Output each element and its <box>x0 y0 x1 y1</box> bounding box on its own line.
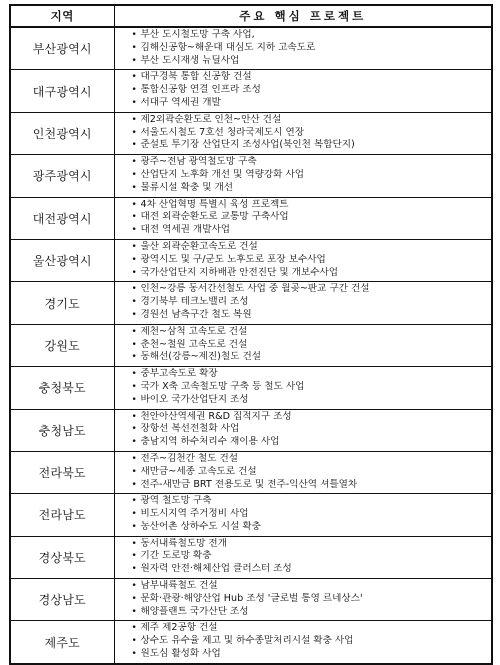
project-item: • 원도심 활성화 사업 <box>132 648 492 661</box>
project-item: • 원자력 안전·해체산업 클러스터 조성 <box>132 563 492 576</box>
project-item: • 새만금~세종 고속도로 건설 <box>132 466 492 479</box>
project-item: • 장항선 복선전철화 사업 <box>132 423 492 436</box>
table-row <box>10 197 492 239</box>
project-item: • 인천~강릉 동서간선철도 사업 중 월곶~판교 구간 건설 <box>132 283 492 296</box>
project-list <box>115 326 492 364</box>
projects-cell <box>114 239 492 281</box>
project-item: • 제천~삼척 고속도로 건설 <box>132 326 492 339</box>
region-cell: 제주도 <box>10 621 114 664</box>
projects-cell <box>114 451 492 493</box>
project-item: • 대전 역세권 개발사업 <box>132 224 492 237</box>
projects-cell <box>114 197 492 239</box>
projects-cell <box>114 155 492 197</box>
region-cell: 경상북도 <box>10 536 114 578</box>
project-item: • 제주 제2공항 건설 <box>132 622 492 635</box>
table-row <box>10 282 492 324</box>
project-list <box>115 453 492 491</box>
projects-cell <box>114 621 492 664</box>
table-row <box>10 112 492 154</box>
project-item: • 물류시설 확충 및 개선 <box>132 182 492 195</box>
table-row <box>10 621 492 664</box>
project-item: • 4차 산업혁명 특별시 육성 프로젝트 <box>132 199 492 212</box>
project-item: • 통합신공항 연결 인프라 조성 <box>132 84 492 97</box>
projects-cell <box>114 367 492 409</box>
region-cell: 울산광역시 <box>10 239 114 281</box>
project-item: • 김해신공항~해운대 대심도 지하 고속도로 <box>132 42 492 55</box>
project-list <box>115 71 492 109</box>
projects-cell <box>114 536 492 578</box>
region-cell: 대전광역시 <box>10 197 114 239</box>
region-cell: 부산광역시 <box>10 27 114 70</box>
project-item: • 비도시지역 주거정비 사업 <box>132 508 492 521</box>
table-header-row <box>10 5 492 27</box>
projects-cell <box>114 494 492 536</box>
project-list <box>115 29 492 67</box>
region-cell: 인천광역시 <box>10 112 114 154</box>
project-item: • 국가 X축 고속철도망 구축 등 철도 사업 <box>132 381 492 394</box>
project-item: • 부산 도시재생 뉴딜사업 <box>132 55 492 68</box>
project-item: • 동해선(강릉~제진)철도 건설 <box>132 351 492 364</box>
project-list <box>115 114 492 152</box>
project-item: • 서대구 역세권 개발 <box>132 97 492 110</box>
project-item: • 국가산업단지 지하배관 안전진단 및 개보수사업 <box>132 267 492 280</box>
header-projects: 주요 핵심 프로젝트 <box>114 5 492 27</box>
table-row <box>10 367 492 409</box>
project-item: • 춘천~철원 고속도로 건설 <box>132 339 492 352</box>
projects-cell <box>114 282 492 324</box>
project-item: • 동서내륙철도망 전개 <box>132 538 492 551</box>
regional-projects-table <box>9 4 493 665</box>
region-cell: 광주광역시 <box>10 155 114 197</box>
table-row <box>10 155 492 197</box>
region-cell: 전라북도 <box>10 451 114 493</box>
project-item: • 광역시도 및 구/군도 노후도로 포장 보수사업 <box>132 254 492 267</box>
region-cell: 강원도 <box>10 324 114 366</box>
table-row <box>10 27 492 70</box>
project-item: • 준설토 투기장 산업단지 조성사업(북인천 복합단지) <box>132 139 492 152</box>
project-item: • 경기북부 테크노밸리 조성 <box>132 296 492 309</box>
region-cell: 충청남도 <box>10 409 114 451</box>
projects-cell <box>114 112 492 154</box>
projects-cell <box>114 409 492 451</box>
project-item: • 기간 도로망 확충 <box>132 550 492 563</box>
project-item: • 문화·관광·해양산업 Hub 조성 '글로벌 통영 르네상스' <box>132 593 492 606</box>
region-cell: 대구광역시 <box>10 70 114 112</box>
table-row <box>10 70 492 112</box>
project-list <box>115 283 492 321</box>
table-row <box>10 239 492 281</box>
project-item: • 농산어촌 상하수도 시설 확충 <box>132 521 492 534</box>
project-item: • 경원선 남측구간 철도 복원 <box>132 309 492 322</box>
project-item: • 광역 철도망 구축 <box>132 495 492 508</box>
table-row <box>10 409 492 451</box>
project-item: • 울산 외곽순환고속도로 건설 <box>132 241 492 254</box>
table-row <box>10 579 492 621</box>
project-item: • 바이오 국가산업단지 조성 <box>132 394 492 407</box>
project-item: • 남부내륙철도 건설 <box>132 580 492 593</box>
table-row <box>10 451 492 493</box>
region-cell: 전라남도 <box>10 494 114 536</box>
region-cell: 경상남도 <box>10 579 114 621</box>
project-item: • 대전 외곽순환도로 교통망 구축사업 <box>132 211 492 224</box>
project-item: • 산업단지 노후화 개선 및 역량강화 사업 <box>132 169 492 182</box>
region-cell: 경기도 <box>10 282 114 324</box>
table-body <box>10 27 492 664</box>
project-item: • 상수도 유수율 제고 및 하수종말처리시설 확충 사업 <box>132 635 492 648</box>
project-list <box>115 241 492 279</box>
project-list <box>115 368 492 406</box>
project-list <box>115 199 492 237</box>
project-item: • 충남지역 하수처리수 재이용 사업 <box>132 436 492 449</box>
project-item: • 천안아산역세권 R&D 집적지구 조성 <box>132 411 492 424</box>
project-item: • 전주~김천간 철도 건설 <box>132 453 492 466</box>
projects-cell <box>114 324 492 366</box>
region-cell: 충청북도 <box>10 367 114 409</box>
project-item: • 서울도시철도 7호선 청라국제도시 연장 <box>132 127 492 140</box>
project-item: • 대구경북 통합 신공항 건설 <box>132 71 492 84</box>
project-item: • 부산 도시철도망 구축 사업, <box>132 29 492 42</box>
projects-cell <box>114 579 492 621</box>
header-region: 지역 <box>10 5 114 27</box>
table-row <box>10 324 492 366</box>
project-item: • 해양플랜트 국가산단 조성 <box>132 606 492 619</box>
table-row <box>10 536 492 578</box>
projects-cell <box>114 70 492 112</box>
project-list <box>115 411 492 449</box>
projects-cell <box>114 27 492 70</box>
table-row <box>10 494 492 536</box>
project-list <box>115 156 492 194</box>
project-item: • 중부고속도로 확장 <box>132 368 492 381</box>
project-list <box>115 622 492 660</box>
project-list <box>115 538 492 576</box>
project-item: • 전주-새만금 BRT 전용도로 및 전주-익산역 셔틀열차 <box>132 479 492 492</box>
project-item: • 제2외곽순환도로 인천~안산 건설 <box>132 114 492 127</box>
project-list <box>115 580 492 618</box>
project-list <box>115 495 492 533</box>
project-item: • 광주~전남 광역철도망 구축 <box>132 156 492 169</box>
